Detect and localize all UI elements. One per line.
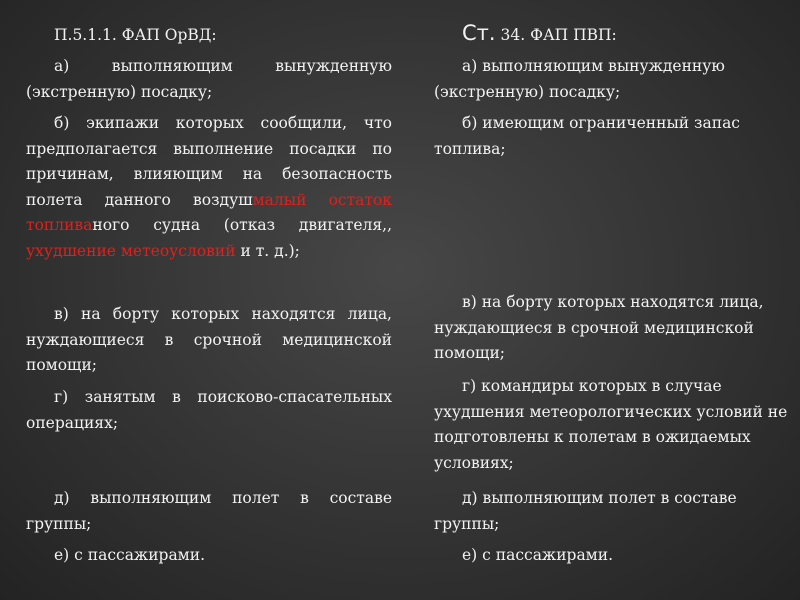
right-item-v: в) на борту которых находятся лица, нуждающиеся в срочной медицинской помощи; <box>434 293 764 362</box>
right-item-b: б) имеющим ограниченный запас топлива; <box>434 114 740 158</box>
right-item-e: е) с пассажирами. <box>462 546 613 564</box>
left-item-d: д) выполняющим полет в составе группы; <box>26 489 392 533</box>
left-item-b-mid: ного судна (отказ двигателя,, <box>92 216 392 234</box>
right-heading-rest: 34. ФАП ПВП: <box>495 26 617 44</box>
left-item-b-highlight-weather: ухудшение метеоусловий <box>26 241 236 260</box>
left-item-b-start: б) экипажи которых сообщили, что предполагается выполнение посадки по причинам, влияющим на безопасность полета данного воздуш <box>26 114 392 209</box>
right-heading <box>434 21 796 49</box>
left-heading: П.5.1.1. ФАП ОрВД: <box>54 26 217 44</box>
left-item-a: а) выполняющим вынужденную (экстренную) посадку; <box>26 57 392 101</box>
right-item-g: г) командиры которых в случае ухудшения метеорологических условий не подготовлены к полетам в ожидаемых условиях; <box>434 377 788 472</box>
right-item-a: а) выполняющим вынужденную (экстренную) посадку; <box>434 57 725 101</box>
left-item-v: в) на борту которых находятся лица, нуждающиеся в срочной медицинской помощи; <box>26 305 392 374</box>
right-item-d: д) выполняющим полет в составе группы; <box>434 489 737 533</box>
left-item-b <box>26 111 392 264</box>
left-item-b-highlight-fuel: малый остаток топлива <box>26 190 392 234</box>
left-item-e: е) с пассажирами. <box>54 546 205 564</box>
left-item-b-end: и т. д.); <box>235 241 300 260</box>
left-item-g: г) занятым в поисково-спасательных операциях; <box>26 388 392 432</box>
right-heading-st: Ст. <box>462 21 496 45</box>
